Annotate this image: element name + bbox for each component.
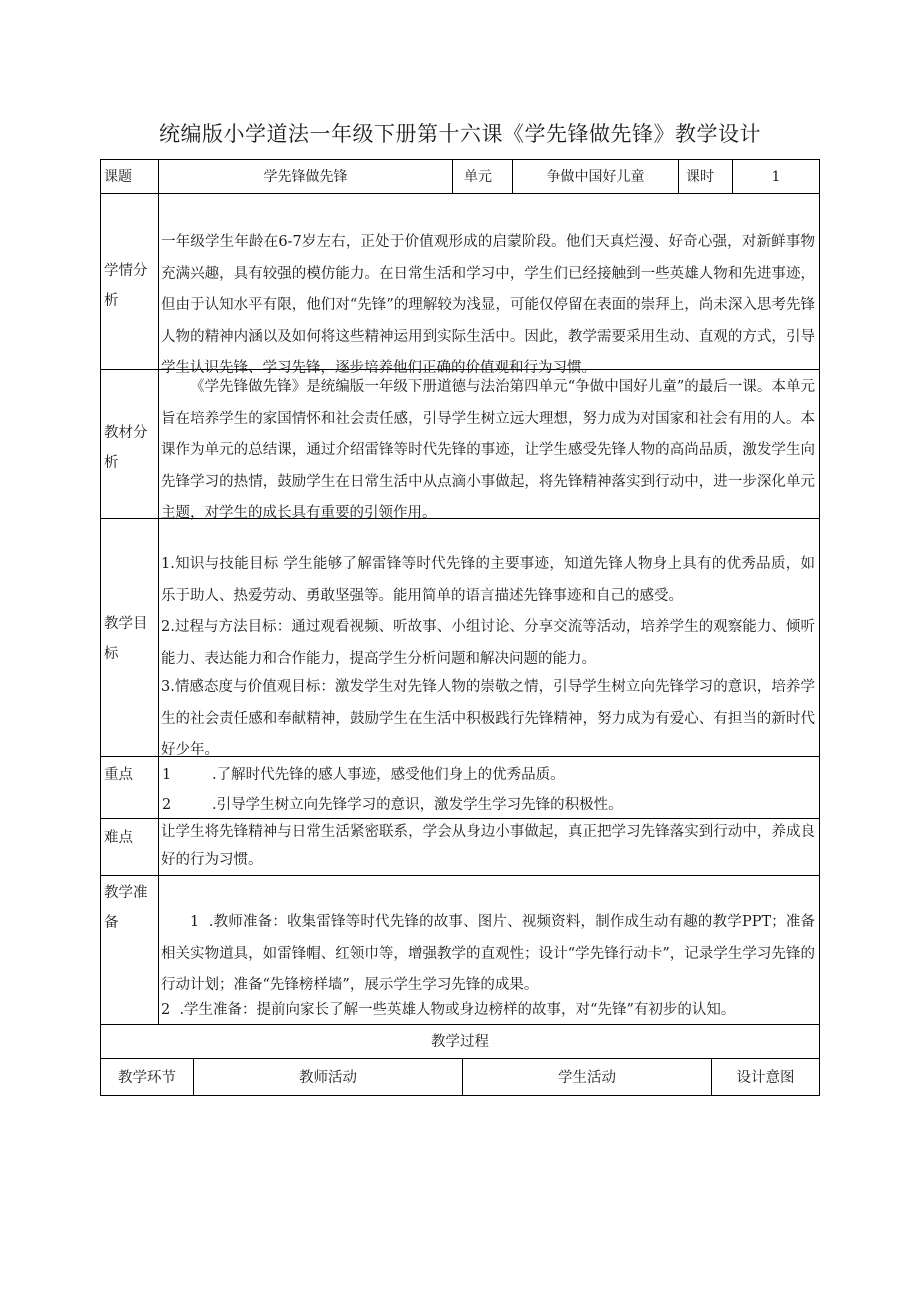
objectives-label: 教学目标	[104, 616, 148, 662]
key-point-num-2: 2	[162, 797, 172, 813]
preparation-student: 2 .学生准备：提前向家长了解一些英雄人物或身边榜样的故事，对“先锋”有初步的认知。	[161, 1002, 736, 1018]
objective-item-3: 3.情感态度与价值观目标：激发学生对先锋人物的崇敬之情，引导学生树立向先锋学习的意识，培养学生的社会责任感和奉献精神，鼓励学生在生活中积极践行先锋精神，努力成为有爱心、有担当的新时代好少年。	[161, 679, 815, 758]
objective-item-2: 2.过程与方法目标：通过观看视频、听故事、小组讨论、分享交流等活动，培养学生的观察能力、倾听能力、表达能力和合作能力，提高学生分析问题和解决问题的能力。	[161, 619, 815, 667]
key-points-label: 重点	[104, 767, 133, 783]
process-col-teacher: 教师活动	[299, 1070, 357, 1086]
unit-label: 单元	[464, 169, 492, 185]
document-title: 统编版小学道法一年级下册第十六课《学先锋做先锋》教学设计	[159, 122, 761, 146]
unit-value: 争做中国好儿童	[546, 169, 645, 185]
lesson-label: 课题	[104, 169, 132, 185]
key-point-text-1: .了解时代先锋的感人事迹，感受他们身上的优秀品质。	[212, 767, 565, 783]
process-heading: 教学过程	[431, 1034, 489, 1050]
objective-item-1: 1.知识与技能目标 学生能够了解雷锋等时代先锋的主要事迹，知道先锋人物身上具有的优秀品质，如乐于助人、热爱劳动、勇敢坚强等。能用简单的语言描述先锋事迹和自己的感受。	[161, 556, 815, 604]
process-col-intent: 设计意图	[736, 1070, 795, 1086]
difficulties-text: 让学生将先锋精神与日常生活紧密联系，学会从身边小事做起，真正把学习先锋落实到行动中，养成良好的行为习惯。	[161, 824, 815, 868]
preparation-teacher: 1 .教师准备：收集雷锋等时代先锋的故事、图片、视频资料，制作成生动有趣的教学PPT；准备相关实物道具，如雷锋帽、红领巾等，增强教学的直观性；设计“学先锋行动卡”，记录学生学习先锋的行动计划；准备“先锋榜样墙”，展示学生学习先锋的成果。	[161, 914, 815, 993]
student-analysis-label: 学情分析	[104, 263, 148, 309]
process-col-stage: 教学环节	[118, 1070, 176, 1086]
preparation-label: 教学准备	[104, 885, 148, 931]
textbook-analysis-label: 教材分析	[104, 425, 148, 471]
key-point-num-1: 1	[162, 767, 172, 783]
lesson-value: 学先锋做先锋	[263, 169, 348, 185]
textbook-analysis-text: 《学先锋做先锋》是统编版一年级下册道德与法治第四单元“争做中国好儿童”的最后一课。本单元旨在培养学生的家国情怀和社会责任感，引导学生树立远大理想，努力成为对国家和社会有用的人。本课作为单元的总结课，通过介绍雷锋等时代先锋的事迹，让学生感受先锋人物的高尚品质，激发学生向先锋学习的热情，鼓励学生在日常生活中从点滴小事做起，将先锋精神落实到行动中，进一步深化单元主题，对学生的成长具有重要的引领作用。	[161, 379, 815, 521]
period-value: 1	[771, 169, 781, 185]
student-analysis-text: 一年级学生年龄在6-7岁左右，正处于价值观形成的启蒙阶段。他们天真烂漫、好奇心强，对新鲜事物充满兴趣，具有较强的模仿能力。在日常生活和学习中，学生们已经接触到一些英雄人物和先进事迹，但由于认知水平有限，他们对“先锋”的理解较为浅显，可能仅停留在表面的崇拜上，尚未深入思考先锋人物的精神内涵以及如何将这些精神运用到实际生活中。因此，教学需要采用生动、直观的方式，引导学生认识先锋、学习先锋，逐步培养他们正确的价值观和行为习惯。	[161, 234, 815, 376]
process-col-student: 学生活动	[558, 1070, 616, 1086]
period-label: 课时	[686, 169, 714, 185]
difficulties-label: 难点	[104, 830, 133, 846]
key-point-text-2: .引导学生树立向先锋学习的意识，激发学生学习先锋的积极性。	[212, 797, 623, 813]
